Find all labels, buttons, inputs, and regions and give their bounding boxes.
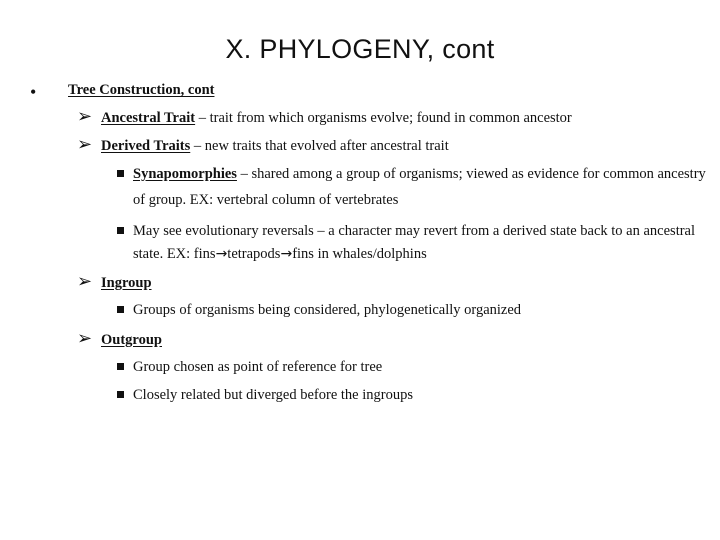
slide-title: X. PHYLOGENY, cont bbox=[225, 34, 495, 64]
term-synapomorphies: Synapomorphies bbox=[133, 166, 237, 182]
square-bullet-icon bbox=[117, 391, 124, 398]
item-ingroup-1: Groups of organisms being considered, phylogenetically organized bbox=[133, 302, 522, 318]
item-synapomorphies-line1 bbox=[133, 165, 706, 183]
bullet-tree-construction: Tree Construction, cont bbox=[68, 82, 215, 98]
right-arrow-icon: → bbox=[280, 246, 293, 262]
term-derived-traits: Derived Traits bbox=[101, 138, 191, 154]
term-outgroup: Outgroup bbox=[101, 332, 162, 348]
square-bullet-icon bbox=[117, 170, 124, 177]
square-bullet-icon bbox=[117, 306, 124, 313]
arrow-bullet-icon: ➢ bbox=[77, 106, 93, 127]
item-reversals-line2 bbox=[133, 245, 427, 263]
arrow-bullet-icon: ➢ bbox=[77, 271, 93, 292]
term-ingroup: Ingroup bbox=[101, 275, 152, 291]
reversals-text-c: fins in whales/dolphins bbox=[292, 246, 427, 262]
arrow-bullet-icon: ➢ bbox=[77, 134, 93, 155]
reversals-text-a: state. EX: fins bbox=[133, 246, 216, 262]
reversals-text-b: tetrapods bbox=[227, 246, 281, 262]
item-outgroup-1: Group chosen as point of reference for tree bbox=[133, 359, 383, 375]
square-bullet-icon bbox=[117, 363, 124, 370]
term-ancestral-trait: Ancestral Trait bbox=[101, 110, 196, 126]
right-arrow-icon: → bbox=[215, 246, 228, 262]
arrow-bullet-icon: ➢ bbox=[77, 328, 93, 349]
item-derived-traits bbox=[101, 137, 449, 155]
item-reversals-line1: May see evolutionary reversals – a character may revert from a derived state back to an ancestral bbox=[133, 223, 696, 239]
item-synapomorphies-line2: of group. EX: vertebral column of vertebrates bbox=[133, 192, 399, 208]
ancestral-trait-definition: – trait from which organisms evolve; found in common ancestor bbox=[195, 110, 572, 126]
item-ancestral-trait bbox=[101, 109, 572, 127]
round-bullet-icon: • bbox=[30, 82, 37, 102]
item-outgroup-2: Closely related but diverged before the ingroups bbox=[133, 387, 413, 403]
synapomorphies-definition: – shared among a group of organisms; viewed as evidence for common ancestry bbox=[236, 166, 706, 182]
derived-traits-definition: – new traits that evolved after ancestral trait bbox=[190, 138, 449, 154]
square-bullet-icon bbox=[117, 227, 124, 234]
